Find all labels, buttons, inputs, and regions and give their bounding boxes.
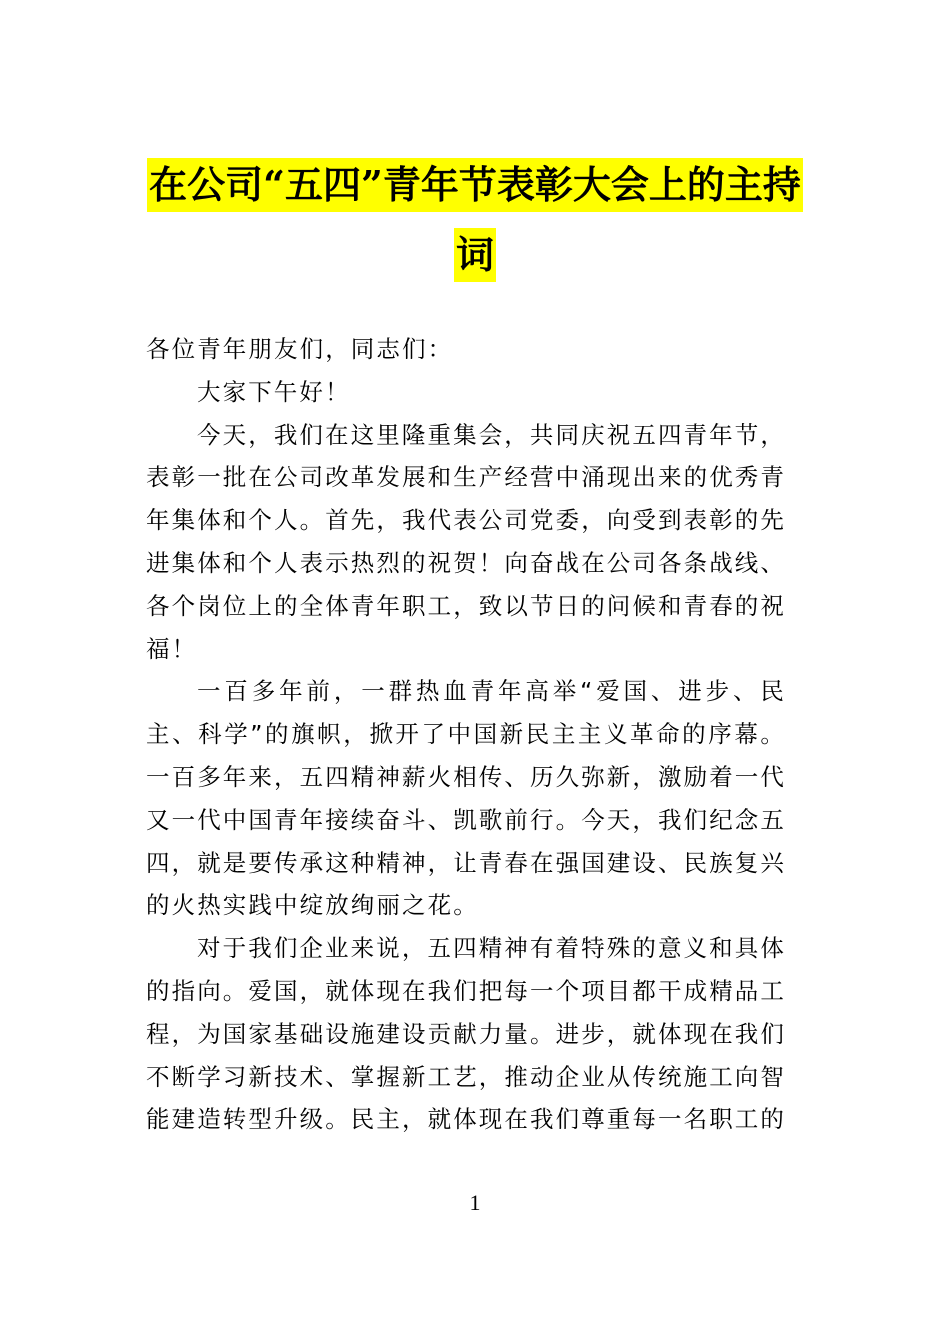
title-line-2: 词	[454, 228, 496, 282]
salutation-paragraph: 大家下午好！	[197, 377, 351, 406]
title-line-1: 在公司“五四”青年节表彰大会上的主持	[147, 158, 803, 212]
paragraph-opening: 今天，我们在这里隆重集会，共同庆祝五四青年节，表彰一批在公司改革发展和生产经营中涌现出来的优秀青年集体和个人。首先，我代表公司党委，向受到表彰的先进集体和个人表示热烈的祝贺！向奋战在公司各条战线、各个岗位上的全体青年职工，致以节日的问候和青春的祝福！	[146, 420, 786, 663]
document-title	[140, 158, 810, 282]
paragraph-enterprise: 对于我们企业来说，五四精神有着特殊的意义和具体的指向。爱国，就体现在我们把每一个项目都干成精品工程，为国家基础设施建设贡献力量。进步，就体现在我们不断学习新技术、掌握新工艺，推动企业从传统施工向智能建造转型升级。民主，就体现在我们尊重每一名职工的	[146, 934, 786, 1134]
document-body	[146, 328, 786, 1141]
greeting-paragraph: 各位青年朋友们，同志们：	[146, 335, 454, 363]
paragraph-history: 一百多年前，一群热血青年高举“爱国、进步、民主、科学”的旗帜，掀开了中国新民主主义革命的序幕。一百多年来，五四精神薪火相传、历久弥新，激励着一代又一代中国青年接续奋斗、凯歌前行。今天，我们纪念五四，就是要传承这种精神，让青春在强国建设、民族复兴的火热实践中绽放绚丽之花。	[146, 677, 786, 920]
page-number: 1	[469, 1190, 481, 1215]
